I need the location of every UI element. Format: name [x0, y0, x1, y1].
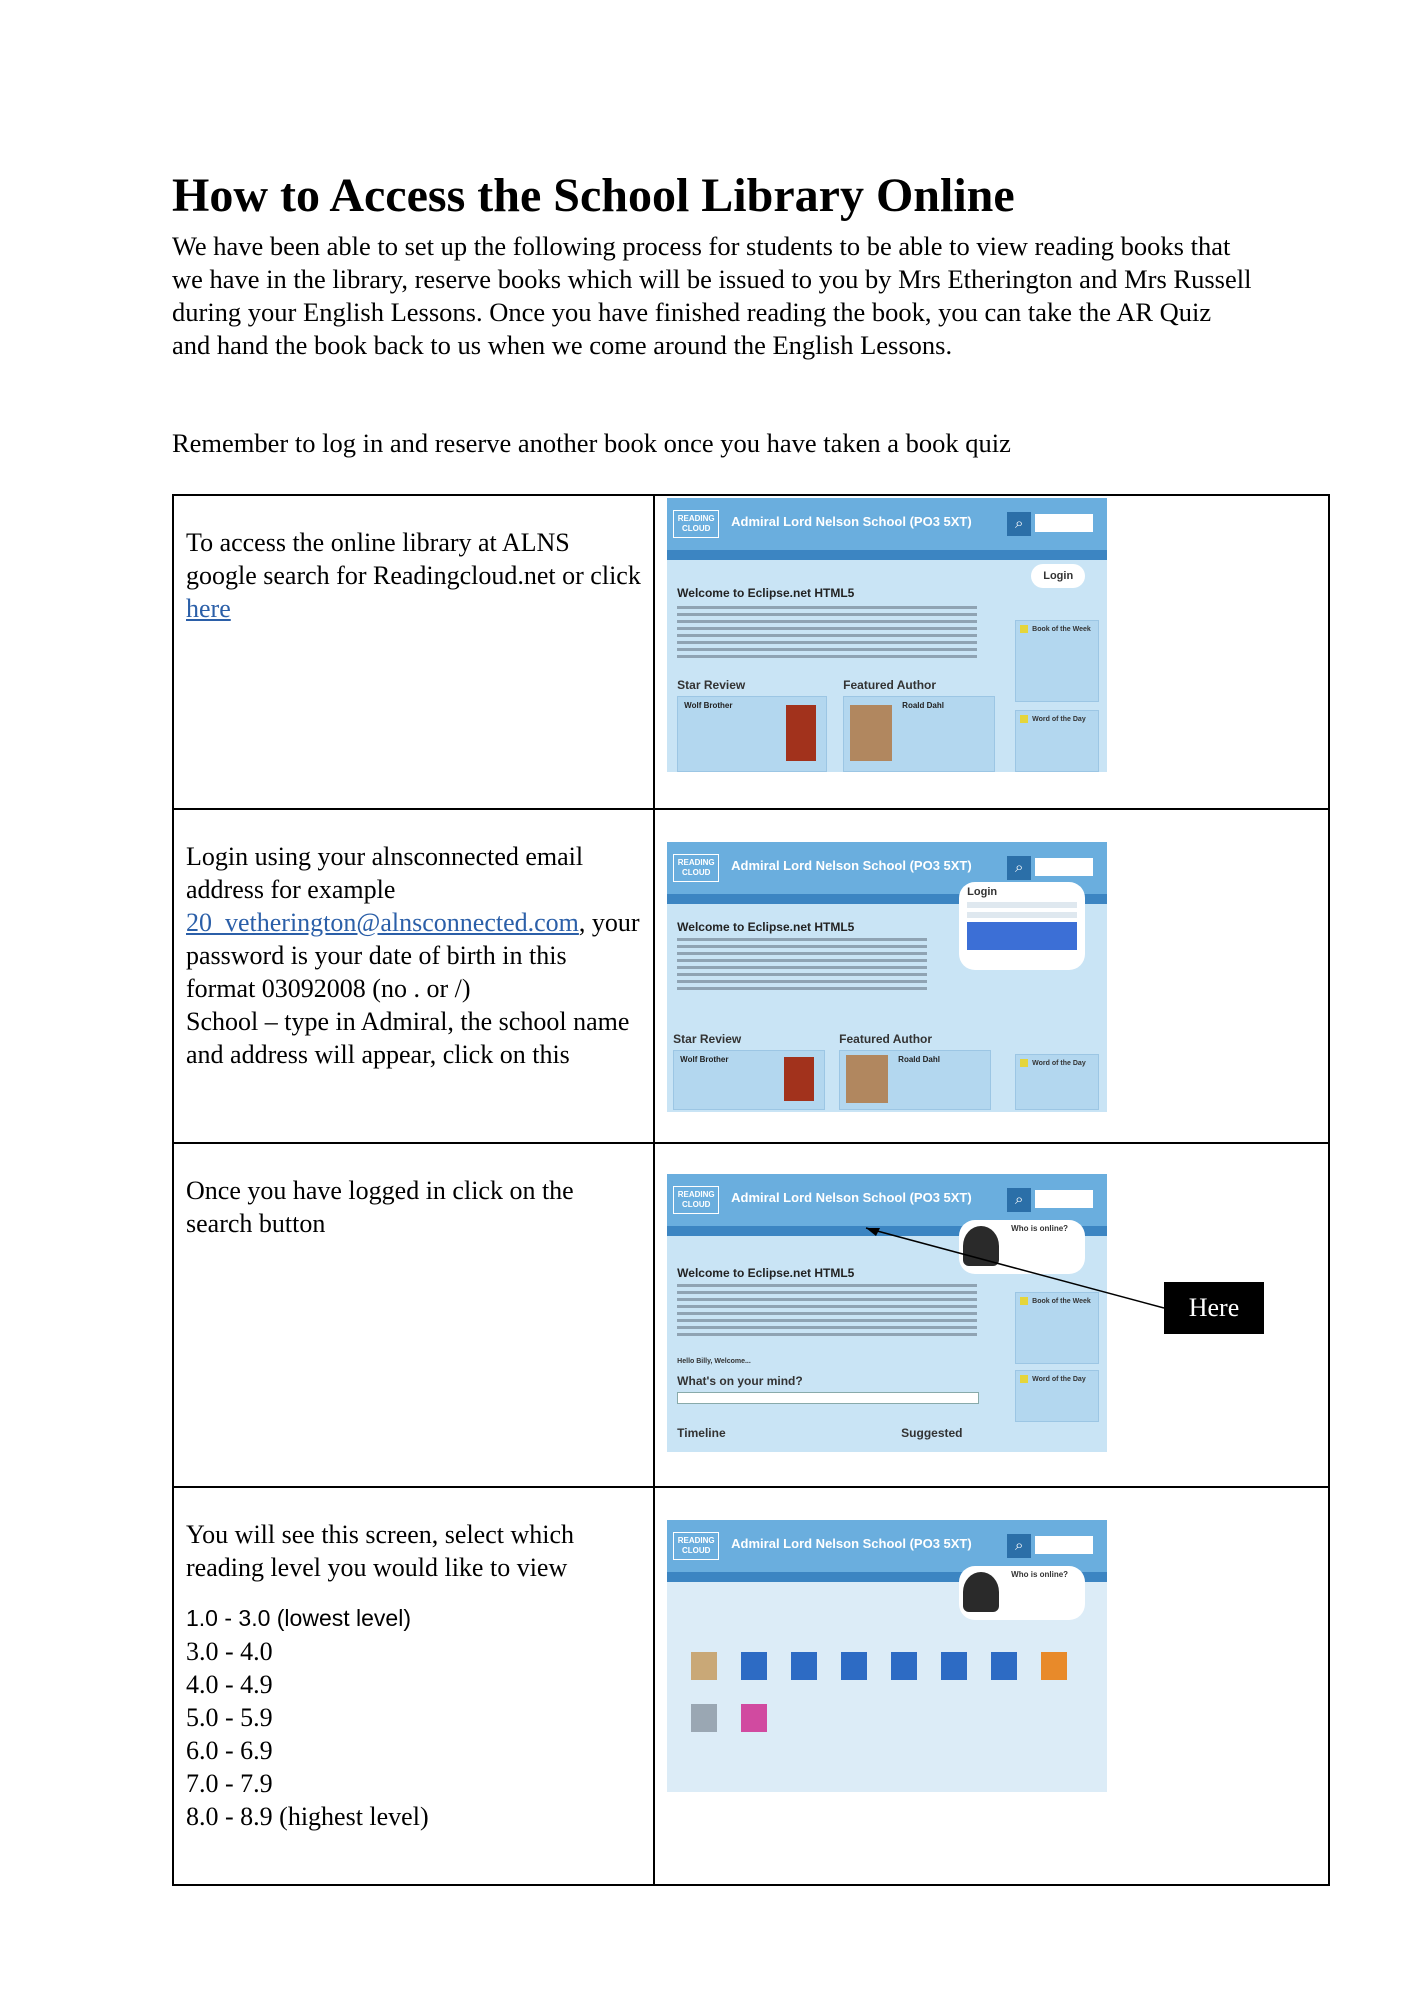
intro-text: We have been able to set up the following process for students to be able to view reading books that we have in the library, reserve books which will be issued to you by Mrs Etherington and Mrs Russell during your English Lessons. Once you have finished reading the book, you can take the AR Quiz and hand the book back to us when we come around the English Lessons. [172, 231, 1252, 360]
reading-cloud-logo: READING CLOUD [673, 854, 719, 882]
featured-author-heading: Featured Author [843, 678, 937, 692]
book-of-week-label: Book of the Week [1032, 1297, 1091, 1305]
level-item: 3.0 - 4.0 [186, 1637, 273, 1666]
step-2-text: Login using your alnsconnected email address for example [186, 842, 584, 904]
who-online-label: Who is online? [1011, 1224, 1069, 1233]
login-heading: Login [967, 886, 998, 898]
word-of-day-label: Word of the Day [1032, 1059, 1086, 1067]
star-review-heading: Star Review [677, 678, 746, 692]
here-link[interactable]: here [186, 594, 231, 623]
page-title: How to Access the School Library Online [172, 169, 1015, 222]
suggested-heading: Suggested [901, 1426, 963, 1440]
school-name: Admiral Lord Nelson School (PO3 5XT) [731, 858, 972, 873]
who-online-label: Who is online? [1011, 1570, 1069, 1579]
welcome-heading: Welcome to Eclipse.net HTML5 [677, 920, 855, 934]
level-item: 6.0 - 6.9 [186, 1736, 273, 1765]
school-name: Admiral Lord Nelson School (PO3 5XT) [731, 1536, 972, 1551]
level-item: 5.0 - 5.9 [186, 1703, 273, 1732]
star-review-heading: Star Review [673, 1032, 742, 1046]
search-icon: ⌕ [1007, 856, 1031, 880]
reading-cloud-logo: READING CLOUD [673, 510, 719, 538]
level-item: 4.0 - 4.9 [186, 1670, 273, 1699]
step-2-password-text: , your password is your date of birth in this format 03092008 (no . or /) [186, 908, 640, 1003]
author-name: Roald Dahl [902, 701, 944, 710]
here-callout: Here [1164, 1282, 1264, 1334]
search-icon: ⌕ [1007, 1534, 1031, 1558]
step-1-text: To access the online library at ALNS google search for Readingcloud.net or click [186, 528, 641, 590]
school-name: Admiral Lord Nelson School (PO3 5XT) [731, 514, 972, 529]
step-4-text: You will see this screen, select which reading level you would like to view [186, 1520, 575, 1582]
level-item: 7.0 - 7.9 [186, 1769, 273, 1798]
book-title: Wolf Brother [684, 701, 733, 710]
mind-heading: What's on your mind? [677, 1374, 803, 1388]
search-icon: ⌕ [1007, 1188, 1031, 1212]
level-item: 8.0 - 8.9 (highest level) [186, 1802, 429, 1831]
welcome-heading: Welcome to Eclipse.net HTML5 [677, 586, 855, 600]
timeline-heading: Timeline [677, 1426, 726, 1440]
book-of-week-label: Book of the Week [1032, 625, 1091, 633]
book-title: Wolf Brother [680, 1055, 729, 1064]
login-cloud: Login [1031, 564, 1085, 588]
step-2-school-text: School – type in Admiral, the school name and address will appear, click on this [186, 1007, 630, 1069]
reminder-text: Remember to log in and reserve another book once you have taken a book quiz [172, 428, 1011, 458]
level-item: 1.0 - 3.0 (lowest level) [186, 1605, 411, 1631]
word-of-day-label: Word of the Day [1032, 715, 1086, 723]
search-icon: ⌕ [1007, 512, 1031, 536]
author-name: Roald Dahl [898, 1055, 940, 1064]
word-of-day-label: Word of the Day [1032, 1375, 1086, 1383]
reading-cloud-logo: READING CLOUD [673, 1186, 719, 1214]
welcome-heading: Welcome to Eclipse.net HTML5 [677, 1266, 855, 1280]
school-name: Admiral Lord Nelson School (PO3 5XT) [731, 1190, 972, 1205]
step-3-text: Once you have logged in click on the search button [186, 1176, 574, 1238]
hello-text: Hello Billy, Welcome... [677, 1358, 751, 1365]
featured-author-heading: Featured Author [839, 1032, 933, 1046]
example-email-link[interactable]: 20_vetherington@alnsconnected.com [186, 908, 579, 937]
reading-cloud-logo: READING CLOUD [673, 1532, 719, 1560]
